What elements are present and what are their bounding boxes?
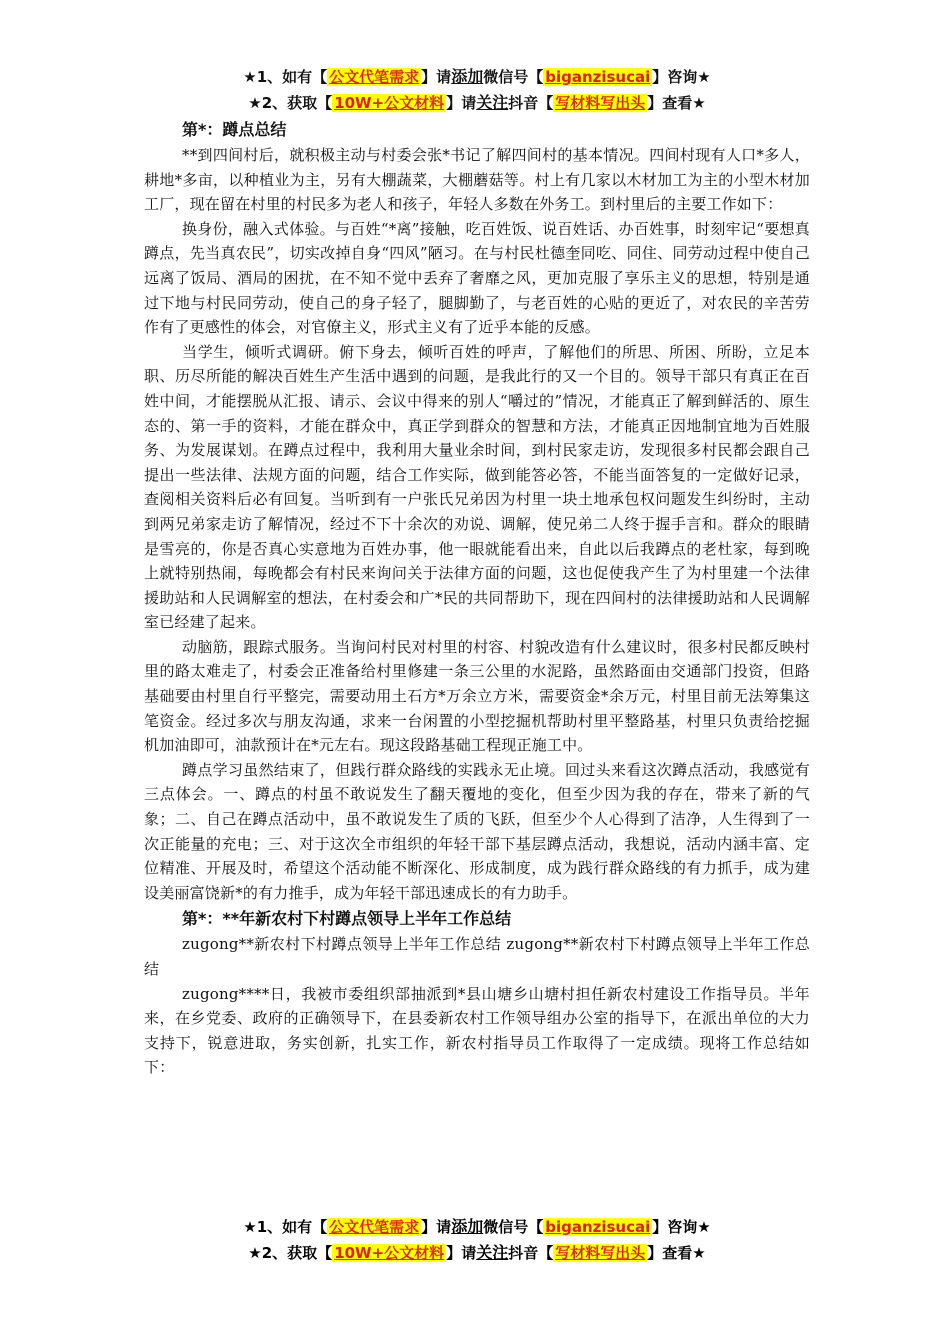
banner-text: 】查看★ <box>647 94 706 112</box>
banner-highlight: biganzisucai <box>545 68 651 86</box>
banner-underline: 关注 <box>476 93 509 112</box>
paragraph: 蹲点学习虽然结束了，但践行群众路线的实践永无止境。回过头来看这次蹲点活动，我感觉有三点体会。一、蹲点的村虽不敢说发生了翻天覆地的变化，但至少因为我的存在，带来了新的气象；二、自己在蹲点活动中，虽不敢说发生了质的飞跃，但至少个人心得到了洁净，人生得到了一次正能量的充电；三、对于这次全市组织的年轻干部下基层蹲点活动，我想说，活动内涵丰富、定位精准、开展及时，希望这个活动能不断深化、形成制度，成为践行群众路线的有力抓手，成为建设美丽富饶新*的有力推手，成为年轻干部迅速成长的有力助手。 <box>144 760 810 902</box>
banner-underline: 添加 <box>451 67 484 86</box>
banner-underline: 关注 <box>476 1243 509 1262</box>
banner-text: ★2、获取【 <box>248 94 333 112</box>
banner-text: ★2、获取【 <box>248 1244 333 1262</box>
banner-line-2 <box>144 1240 810 1266</box>
banner-underline: 添加 <box>451 1217 484 1236</box>
paragraph: zugong**新农村下村蹲点领导上半年工作总结 zugong**新农村下村蹲点领导上半年工作总结 <box>144 935 810 978</box>
banner-highlight: 10W+公文材料 <box>334 94 445 112</box>
banner-text: 】请 <box>421 68 452 86</box>
banner-highlight: biganzisucai <box>545 1218 651 1236</box>
paragraph: zugong****日，我被市委组织部抽派到*县山塘乡山塘村担任新农村建设工作指导员。半年来，在乡党委、政府的正确领导下，在县委新农村工作领导组办公室的指导下，在派出单位的大力支持下，锐意进取，务实创新，扎实工作，新农村指导员工作取得了一定成绩。现将工作总结如下： <box>144 984 810 1077</box>
banner-text: 】咨询★ <box>652 68 711 86</box>
banner-highlight: 公文代笔需求 <box>329 1218 420 1236</box>
section-heading: 第*：蹲点总结 <box>182 120 287 139</box>
banner-text: 】咨询★ <box>652 1218 711 1236</box>
ad-banner-bottom <box>144 1214 810 1266</box>
banner-line-2 <box>144 90 810 116</box>
banner-line-1 <box>144 64 810 90</box>
paragraph: 换身份，融入式体验。与百姓“*离”接触，吃百姓饭、说百姓话、办百姓事，时刻牢记“要想真蹲点，先当真农民”，切实改掉自身“四风”陋习。在与村民杜德奎同吃、同住、同劳动过程中使自己远离了饭局、酒局的困扰，在不知不觉中丢弃了奢靡之风，更加克服了享乐主义的思想，特别是通过下地与村民同劳动，使自己的身子轻了，腿脚勤了，与老百姓的心贴的更近了，对农民的辛苦劳作有了更感性的体会，对官僚主义，形式主义有了近乎本能的反感。 <box>144 219 810 337</box>
paragraph: **到四间村后，就积极主动与村委会张*书记了解四间村的基本情况。四间村现有人口*多人，耕地*多亩，以种植业为主，另有大棚蔬菜，大棚蘑菇等。村上有几家以木材加工为主的小型木材加工厂，现在留在村里的村民多为老人和孩子，年轻人多数在外务工。到村里后的主要工作如下： <box>144 146 810 214</box>
banner-text: 】请 <box>446 1244 477 1262</box>
banner-text: 微信号【 <box>483 68 544 86</box>
banner-text: 微信号【 <box>483 1218 544 1236</box>
banner-highlight: 公文代笔需求 <box>329 68 420 86</box>
banner-text: 抖音【 <box>508 94 554 112</box>
banner-line-1 <box>144 1214 810 1240</box>
section-heading: 第*：**年新农村下村蹲点领导上半年工作总结 <box>182 909 512 929</box>
paragraph: 当学生，倾听式调研。俯下身去，倾听百姓的呼声，了解他们的所思、所困、所盼，立足本职、历尽所能的解决百姓生产生活中遇到的问题，是我此行的又一个目的。领导干部只有真正在百姓中间，才能摆脱从汇报、请示、会议中得来的别人“嚼过的”情况，才能真正了解到鲜活的、原生态的、第一手的资料，才能在群众中，真正学到群众的智慧和方法，才能真正因地制宜地为百姓服务、为发展谋划。在蹲点过程中，我利用大量业余时间，到村民家走访，发现很多村民都会跟自己提出一些法律、法规方面的问题，结合工作实际，做到能答必答，不能当面答复的一定做好记录，查阅相关资料后必有回复。当听到有一户张氏兄弟因为村里一块土地承包权问题发生纠纷时，主动到两兄弟家走访了解情况，经过不下十余次的劝说、调解，使兄弟二人终于握手言和。群众的眼睛是雪亮的，你是否真心实意地为百姓办事，他一眼就能看出来，自此以后我蹲点的老杜家，每到晚上就特别热闹，每晚都会有村民来询问关于法律方面的问题，这也促使我产生了为村里建一个法律援助站和人民调解室的想法，在村委会和广*民的共同帮助下，现在四间村的法律援助站和人民调解室已经建了起来。 <box>144 342 810 632</box>
banner-highlight: 写材料写出头 <box>555 94 646 112</box>
banner-text: 】请 <box>421 1218 452 1236</box>
banner-text: ★1、如有【 <box>243 1218 328 1236</box>
banner-text: 】查看★ <box>647 1244 706 1262</box>
paragraph: 动脑筋，跟踪式服务。当询问村民对村里的村容、村貌改造有什么建议时，很多村民都反映村里的路太难走了，村委会正准备给村里修建一条三公里的水泥路，虽然路面由交通部门投资，但路基础要由村里自行平整完，需要动用土石方*万余立方米，需要资金*余万元，村里目前无法筹集这笔资金。经过多次与朋友沟通，求来一台闲置的小型挖掘机帮助村里平整路基，村里只负责给挖掘机加油即可，油款预计在*元左右。现这段路基础工程现正施工中。 <box>144 637 810 755</box>
banner-text: ★1、如有【 <box>243 68 328 86</box>
banner-highlight: 10W+公文材料 <box>334 1244 445 1262</box>
banner-text: 】请 <box>446 94 477 112</box>
banner-text: 抖音【 <box>508 1244 554 1262</box>
banner-highlight: 写材料写出头 <box>555 1244 646 1262</box>
ad-banner-top <box>144 64 810 116</box>
